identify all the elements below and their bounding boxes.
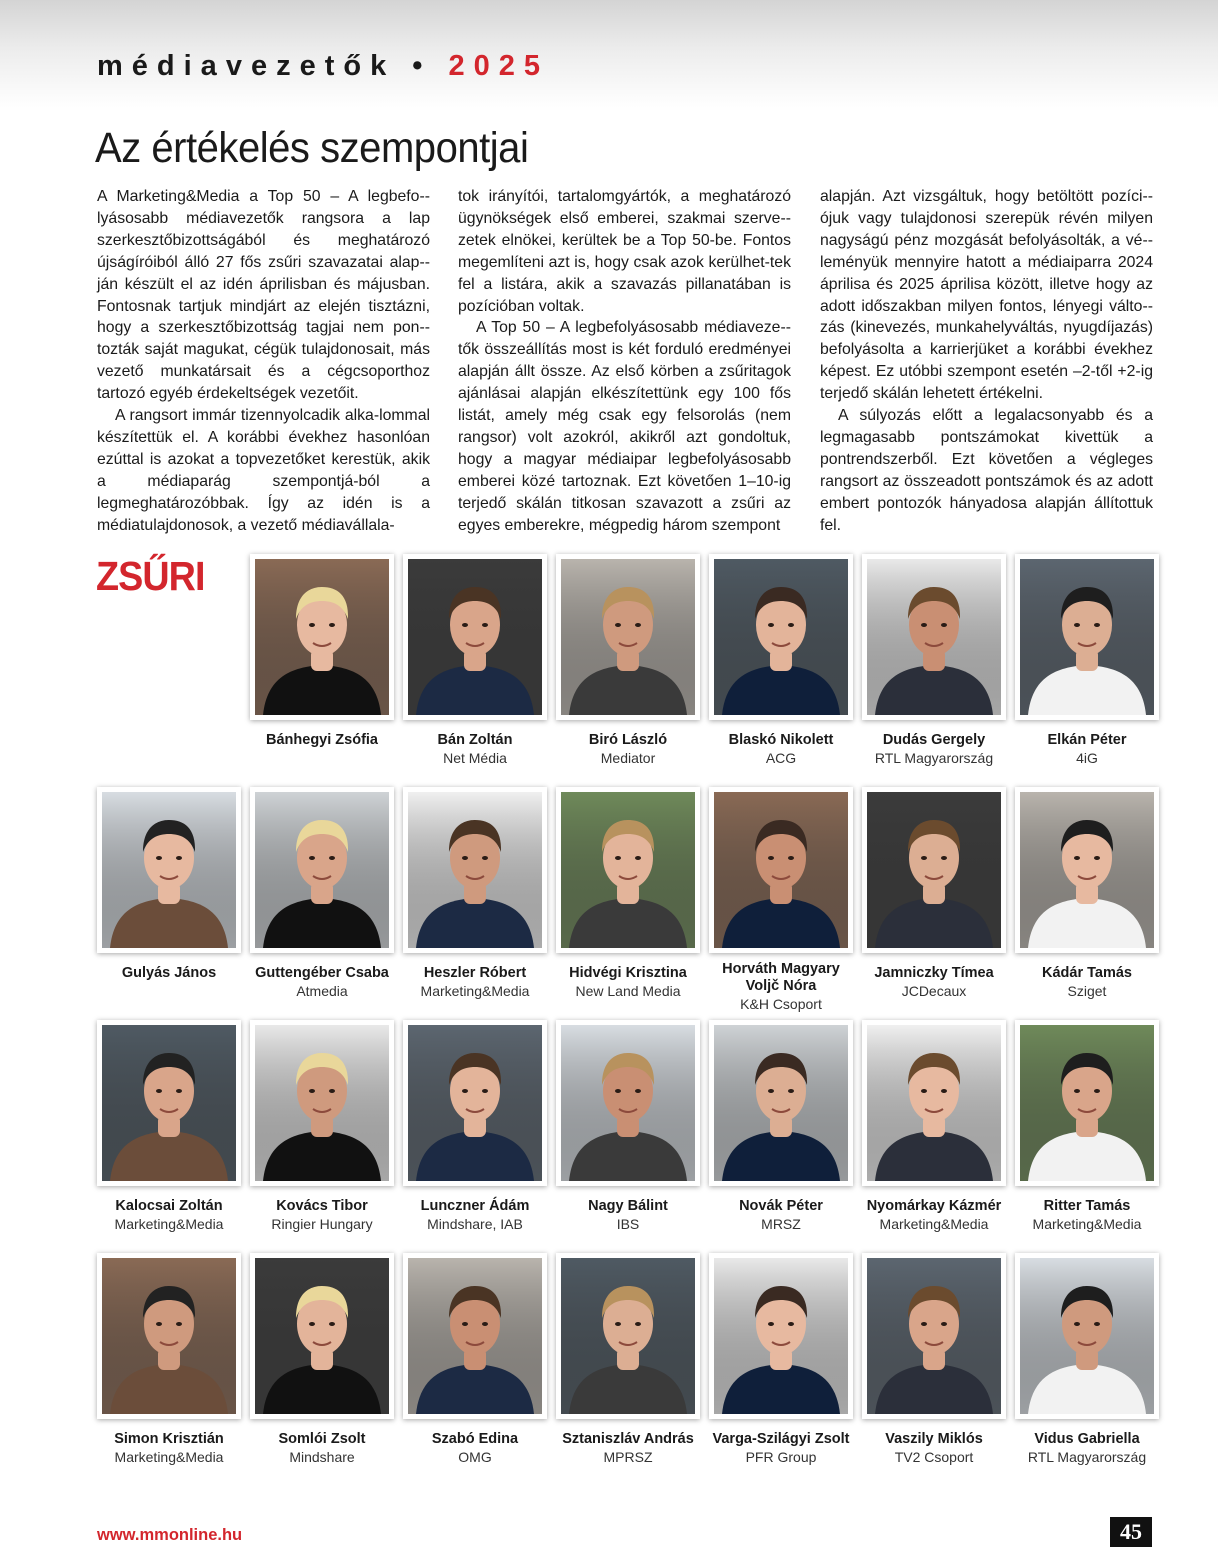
jury-member-caption <box>1005 965 1169 1000</box>
portrait-photo <box>1015 554 1159 720</box>
jury-member-org: PFR Group <box>745 1449 817 1465</box>
jury-member-caption <box>87 965 251 982</box>
jury-member-org: Mindshare, IAB <box>427 1216 523 1232</box>
jury-member-caption <box>699 1431 863 1466</box>
jury-member-name: Jamniczky Tímea <box>874 965 994 981</box>
person-portrait-icon <box>1020 559 1154 715</box>
portrait-photo <box>709 787 853 953</box>
portrait-photo <box>250 1253 394 1419</box>
jury-member-name: Horváth Magyary Voljč Nóra <box>722 961 840 994</box>
person-portrait-icon <box>714 1258 848 1414</box>
jury-member-name: Kádár Tamás <box>1042 965 1132 981</box>
jury-member-org: MPRSZ <box>603 1449 653 1465</box>
paragraph: A Top 50 – A legbefolyásosabb médiaveze-tők összeállítás most is két forduló eredményei alapján állt össze. Az első körben a zsűritagok ajánlásai alapján elkészítettünk egy 100 fős listát, amely még csak egy felsorolás (nem rangsor) volt azokról, akikről azt gondoltuk, hogy a magyar médiaipar legbefolyásosabb emberei közé tartoznak. Ezt követően 1–10-ig terjedő skálán titkosan szavazott a zsűri az egyes emberekre, mégpedig három szempont <box>458 319 791 534</box>
person-portrait-icon <box>714 1025 848 1181</box>
person-portrait-icon <box>408 1025 542 1181</box>
jury-member-name: Somlói Zsolt <box>278 1431 366 1447</box>
portrait-photo <box>250 1020 394 1186</box>
portrait-photo <box>97 1020 241 1186</box>
person-portrait-icon <box>561 1258 695 1414</box>
portrait-photo <box>403 1020 547 1186</box>
person-portrait-icon <box>561 1025 695 1181</box>
jury-member-caption <box>546 732 710 767</box>
portrait-photo <box>556 787 700 953</box>
jury-member-caption <box>1005 732 1169 767</box>
jury-member-name: Kovács Tibor <box>276 1198 368 1214</box>
jury-member-caption <box>852 732 1016 767</box>
paragraph: A súlyozás előtt a legalacsonyabb és a legmagasabb pontszámokat kivettük a pontrendszerből. Ezt követően a végleges rangsort az összeadott pontszámok és az adott embert pontozók hányadosa alapján állítottuk fel. <box>820 407 1153 534</box>
portrait-photo <box>862 1253 1006 1419</box>
jury-member-org: New Land Media <box>575 983 681 999</box>
person-portrait-icon <box>255 559 389 715</box>
jury-member-org: MRSZ <box>761 1216 801 1232</box>
person-portrait-icon <box>867 559 1001 715</box>
jury-member-caption <box>393 965 557 1000</box>
person-portrait-icon <box>255 792 389 948</box>
person-portrait-icon <box>867 792 1001 948</box>
person-portrait-icon <box>714 559 848 715</box>
jury-member-org: Marketing&Media <box>114 1216 224 1232</box>
person-portrait-icon <box>1020 1025 1154 1181</box>
jury-member-name: Biró László <box>588 732 668 748</box>
jury-member-name: Nyomárkay Kázmér <box>866 1198 1002 1214</box>
jury-member-org: Net Média <box>443 750 507 766</box>
jury-member-caption <box>240 1431 404 1466</box>
section-kicker <box>97 46 549 86</box>
portrait-photo <box>862 554 1006 720</box>
jury-member-name: Simon Krisztián <box>114 1431 224 1447</box>
person-portrait-icon <box>102 792 236 948</box>
jury-member-caption <box>240 965 404 1000</box>
jury-member-caption <box>699 732 863 767</box>
jury-member-name: Bánhegyi Zsófia <box>266 732 378 748</box>
jury-member-org: RTL Magyarország <box>874 750 994 766</box>
person-portrait-icon <box>1020 1258 1154 1414</box>
jury-member-caption <box>852 1431 1016 1466</box>
jury-member-caption <box>546 1198 710 1233</box>
person-portrait-icon <box>255 1025 389 1181</box>
person-portrait-icon <box>408 1258 542 1414</box>
text-column-3 <box>820 186 1153 537</box>
portrait-photo <box>1015 1020 1159 1186</box>
paragraph: A Marketing&Media a Top 50 – A legbefo-lyásosabb médiavezetők rangsora a lap szerkesztőbizottságából és meghatározó újságíróiból álló 27 fős zsűri szavazatai alap-ján készült el az idén áprilisban és májusban. Fontosnak tartjuk mindjárt az elején tisztázni, hogy a szerkesztőbizottság tagjai nem pon-tozták saját magukat, cégük tulajdonosait, más vezető munkatársait és a cégcsoporthoz tartozó egyéb érdekeltségek vezetőit. <box>97 188 430 403</box>
jury-member-name: Gulyás János <box>121 965 217 981</box>
jury-member-org: OMG <box>458 1449 492 1465</box>
kicker-year: 2025 <box>448 50 549 82</box>
jury-member-org: Atmedia <box>296 983 348 999</box>
jury-member-name: Sztaniszláv András <box>562 1431 694 1447</box>
page-number: 45 <box>1110 1517 1152 1547</box>
jury-member-name: Ritter Tamás <box>1043 1198 1131 1214</box>
jury-member-org: K&H Csoport <box>740 996 822 1012</box>
jury-member-name: Blaskó Nikolett <box>728 732 834 748</box>
person-portrait-icon <box>102 1258 236 1414</box>
paragraph: alapján. Azt vizsgáltuk, hogy betöltött pozíci-ójuk vagy tulajdonosi szerepük révén milyen nagyságú pénz mozgását befolyásolták, a vé-leményük mennyire hatott a médiaiparra 2024 áprilisa és 2025 áprilisa között, illetve hogy az adott időszakban milyen fontos, lényegi válto-zás (kinevezés, munkahelyváltás, nyugdíjazás) befolyásolta a karrierjüket a korábbi évekhez képest. Ez utóbbi szempont esetén –2-től +2-ig terjedő skálán lehetett értékelni. <box>820 188 1153 403</box>
jury-heading: ZSŰRI <box>96 553 205 599</box>
portrait-photo <box>403 1253 547 1419</box>
portrait-photo <box>709 1020 853 1186</box>
jury-member-name: Kalocsai Zoltán <box>115 1198 223 1214</box>
jury-member-caption <box>240 1198 404 1233</box>
jury-member-name: Dudás Gergely <box>882 732 986 748</box>
person-portrait-icon <box>1020 792 1154 948</box>
jury-member-org: IBS <box>616 1216 640 1232</box>
page-title: Az értékelés szempontjai <box>95 124 529 172</box>
person-portrait-icon <box>408 559 542 715</box>
person-portrait-icon <box>255 1258 389 1414</box>
jury-member-org: JCDecaux <box>901 983 967 999</box>
jury-member-caption <box>240 732 404 749</box>
jury-member-caption <box>393 1198 557 1233</box>
jury-member-org: 4iG <box>1076 750 1098 766</box>
portrait-photo <box>97 1253 241 1419</box>
jury-member-name: Elkán Péter <box>1047 732 1127 748</box>
jury-member-org: Mediator <box>600 750 656 766</box>
portrait-photo <box>709 1253 853 1419</box>
jury-member-caption <box>87 1198 251 1233</box>
jury-member-caption <box>87 1431 251 1466</box>
portrait-photo <box>1015 787 1159 953</box>
jury-member-name: Szabó Edina <box>431 1431 519 1447</box>
jury-member-caption <box>1005 1198 1169 1233</box>
jury-member-org: Marketing&Media <box>879 1216 989 1232</box>
portrait-photo <box>250 787 394 953</box>
jury-member-caption <box>1005 1431 1169 1466</box>
portrait-photo <box>556 1253 700 1419</box>
footer-url[interactable]: www.mmonline.hu <box>97 1526 243 1544</box>
jury-member-org: Marketing&Media <box>420 983 530 999</box>
jury-member-org: Ringier Hungary <box>271 1216 373 1232</box>
jury-member-caption <box>852 1198 1016 1233</box>
jury-member-name: Heszler Róbert <box>423 965 527 981</box>
person-portrait-icon <box>867 1025 1001 1181</box>
paragraph: A rangsort immár tizennyolcadik alka-lommal készítettük el. A korábbi évekhez hasonlóan ezúttal is azokat a topvezetőket kerestük, akik a médiaparág szempontjá-ból a legmeghatározóbbak. Így az idén is a médiatulajdonosok, a vezető médiavállala- <box>97 407 430 534</box>
jury-member-caption <box>699 1198 863 1233</box>
jury-member-org: Mindshare <box>289 1449 355 1465</box>
portrait-photo <box>862 787 1006 953</box>
portrait-photo <box>1015 1253 1159 1419</box>
jury-member-caption <box>546 1431 710 1466</box>
jury-member-name: Novák Péter <box>739 1198 823 1214</box>
jury-member-caption <box>546 965 710 1000</box>
portrait-photo <box>709 554 853 720</box>
jury-member-org: ACG <box>765 750 797 766</box>
kicker-text: médiavezetők • <box>97 50 432 82</box>
text-column-2 <box>458 186 791 537</box>
person-portrait-icon <box>102 1025 236 1181</box>
jury-member-name: Varga-Szilágyi Zsolt <box>712 1431 850 1447</box>
portrait-photo <box>250 554 394 720</box>
portrait-photo <box>97 787 241 953</box>
jury-member-caption <box>393 732 557 767</box>
jury-member-name: Vidus Gabriella <box>1034 1431 1140 1447</box>
jury-member-name: Lunczner Ádám <box>420 1198 530 1214</box>
jury-member-caption <box>707 961 855 1013</box>
jury-member-name: Nagy Bálint <box>588 1198 668 1214</box>
jury-member-org: Marketing&Media <box>114 1449 224 1465</box>
person-portrait-icon <box>561 559 695 715</box>
portrait-photo <box>403 554 547 720</box>
person-portrait-icon <box>561 792 695 948</box>
jury-member-caption <box>393 1431 557 1466</box>
portrait-photo <box>556 554 700 720</box>
jury-member-org: Sziget <box>1067 983 1107 999</box>
paragraph: tok irányítói, tartalomgyártók, a meghatározó ügynökségek első emberei, szakmai szerve-zetek elnökei, kerültek be a Top 50-be. Fontos megemlíteni azt is, hogy csak azok kerülhet-tek fel a listára, akik a szavazás pillanatában is pozícióban voltak. <box>458 188 791 315</box>
person-portrait-icon <box>867 1258 1001 1414</box>
jury-member-name: Bán Zoltán <box>437 732 513 748</box>
portrait-photo <box>556 1020 700 1186</box>
jury-member-name: Guttengéber Csaba <box>255 965 389 981</box>
person-portrait-icon <box>408 792 542 948</box>
jury-member-org: RTL Magyarország <box>1027 1449 1147 1465</box>
person-portrait-icon <box>714 792 848 948</box>
text-column-1 <box>97 186 430 537</box>
portrait-photo <box>403 787 547 953</box>
jury-member-caption <box>852 965 1016 1000</box>
jury-member-org: TV2 Csoport <box>894 1449 974 1465</box>
jury-member-name: Hidvégi Krisztina <box>569 965 687 981</box>
portrait-photo <box>862 1020 1006 1186</box>
jury-member-org: Marketing&Media <box>1032 1216 1142 1232</box>
jury-member-name: Vaszily Miklós <box>885 1431 983 1447</box>
